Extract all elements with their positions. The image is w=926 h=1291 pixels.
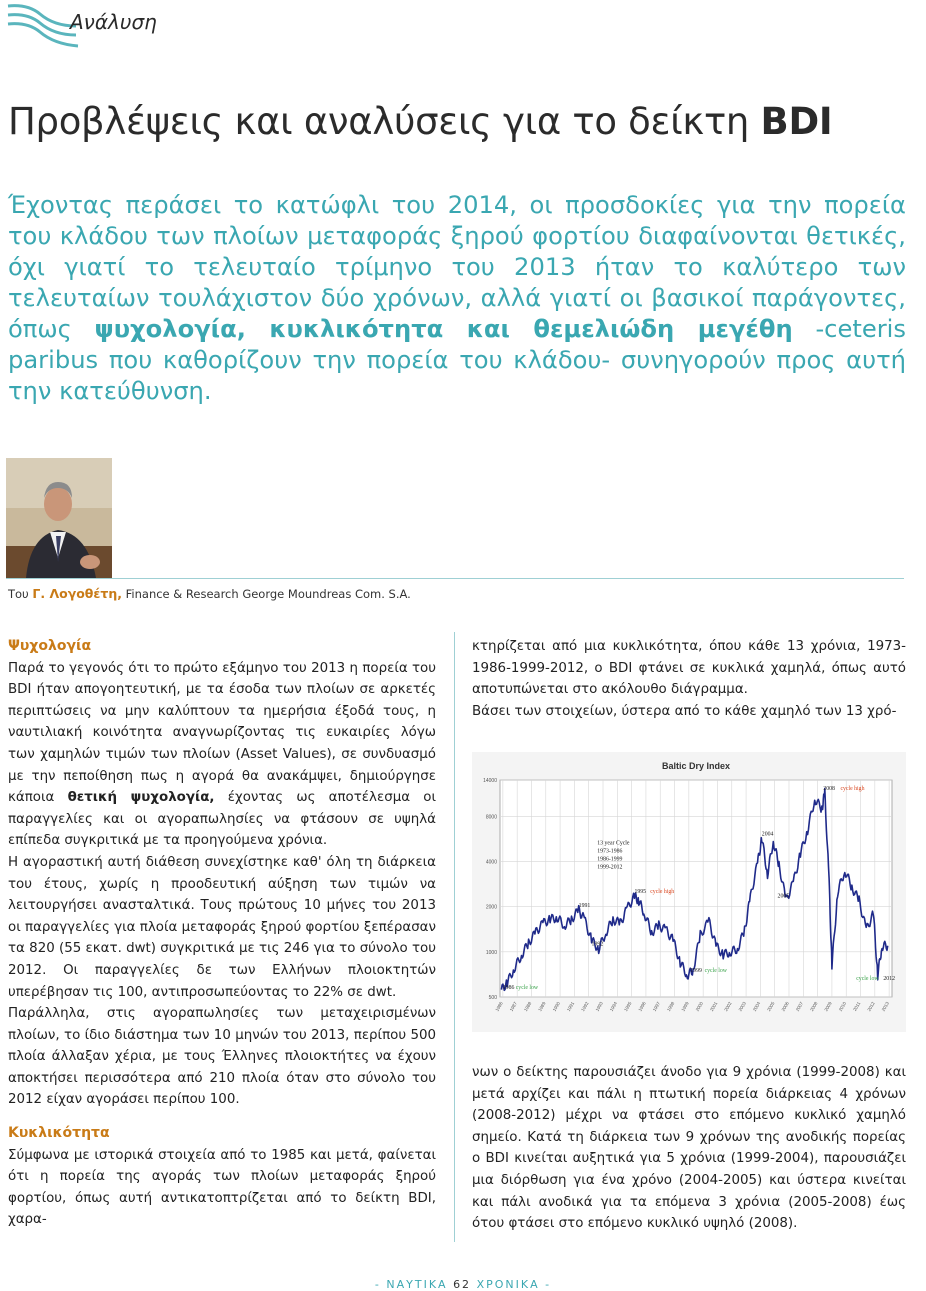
left-column	[8, 636, 436, 1231]
byline	[8, 586, 411, 601]
heading-psychology: Ψυχολογία	[8, 638, 92, 654]
x-tick-label: 2007	[794, 1001, 805, 1013]
cyclicality-paragraph-2: νων ο δείκτης παρουσιάζει άνοδο για 9 χρόνια (1999-2008) και μετά αρχίζει και πάλι η πτωτική πορεία διάρκειας 4 χρόνων (2008-2012) μέχρι να φτάσει στο επόμενο κυκλικό χαμηλό σημείο. Κατά τη διάρκεια των 9 χρόνων της ανοδικής πορείας ο BDI κινείται αυξητικά για 5 χρόνια (1999-2004), παρουσιάζει μια διόρθωση για ένα χρόνο (2004-2005) και ύστερα κινείται και πάλι ανοδικά για τα επόμενα 3 χρόνια (2005-2008) έως ότου φτάσει στο επόμενο κυκλικό υψηλό (2008).	[472, 1065, 906, 1232]
x-tick-label: 1992	[580, 1001, 590, 1013]
x-tick-label: 1988	[523, 1001, 533, 1013]
page-number: 62	[453, 1278, 472, 1291]
bdi-chart-svg	[472, 752, 906, 1032]
year-annotation: 1992	[591, 941, 604, 948]
year-annotation: 1999	[690, 968, 702, 975]
year-annotation: 2008	[823, 785, 835, 792]
chart-title: Baltic Dry Index	[661, 761, 731, 771]
column-divider	[454, 632, 455, 1242]
x-tick-label: 1986	[494, 1001, 504, 1013]
cycle-annotation: cycle high	[840, 785, 865, 792]
lead-part2: -ceteris paribus που καθορίζουν την πορεία του κλάδου- συνηγορούν προς αυτή την κατεύθυνση.	[8, 315, 906, 405]
author-role: Finance & Research George Moundreas Com. S.A.	[125, 587, 411, 601]
year-annotation: 2004	[761, 831, 774, 838]
x-tick-label: 2011	[852, 1001, 862, 1012]
x-tick-label: 1993	[594, 1001, 604, 1013]
lead-paragraph	[8, 190, 906, 407]
x-tick-label: 2013	[880, 1001, 891, 1013]
x-tick-label: 2004	[751, 1001, 762, 1013]
psychology-paragraph-3: Παράλληλα, στις αγοραπωλησίες των μεταχειρισμένων πλοίων, το ίδιο διάστημα των 10 μηνών του 2013, περίπου 500 πλοία άλλαξαν χέρια, με τους Έλληνες πλοιοκτήτες να έχουν αποκτήσει περισσότερα από 210 πλοία όταν στο σύνολο του 2012 είχαν αγοράσει περίπου 100.	[8, 1006, 436, 1108]
right-column-bottom	[472, 1062, 906, 1235]
cyclicality-paragraph-1: Σύμφωνα με ιστορικά στοιχεία από το 1985 και μετά, φαίνεται ότι η πορεία της αγοράς των πλοίων μεταφοράς ξηρού φορτίου, όπως αυτή αντικατοπτρίζεται από το δείκτη BDI, χαρα-	[8, 1147, 436, 1228]
cyclicality-paragraph-1-cont: κτηρίζεται από μια κυκλικότητα, όπου κάθε 13 χρόνια, 1973-1986-1999-2012, ο BDI φτάνει σε κυκλικά χαμηλά, όπως αυτό αποτυπώνεται στο ακόλουθο διάγραμμα.	[472, 639, 906, 698]
author-divider	[6, 578, 904, 579]
cycle-annotation: cycle high	[650, 889, 675, 896]
y-tick-label: 2000	[485, 904, 497, 911]
y-tick-label: 8000	[485, 814, 497, 821]
year-annotation: 1995	[634, 889, 647, 896]
year-annotation: 2012	[883, 975, 896, 982]
lead-part1: Έχοντας περάσει το κατώφλι του 2014, οι προσδοκίες για την πορεία του κλάδου των πλοίων μεταφοράς ξηρού φορτίου διαφαίνονται θετικές, όχι γιατί το τελευταίο τρίμηνο του 2013 ήταν το καλύτερο των τελευταίων τουλάχιστον δύο χρόνων, αλλά γιατί οι βασικοί παράγοντες, όπως	[8, 191, 906, 343]
x-tick-label: 2001	[708, 1001, 719, 1013]
x-tick-label: 1994	[608, 1001, 619, 1013]
cyclicality-paragraph-2-lead: Βάσει των στοιχείων, ύστερα από το κάθε χαμηλό των 13 χρό-	[472, 703, 897, 719]
x-tick-label: 1989	[537, 1001, 547, 1013]
psychology-paragraph-2: Η αγοραστική αυτή διάθεση συνεχίστηκε καθ' όλη τη διάρκεια του έτους, χωρίς η προοδευτική αύξηση των τιμών να λειτουργήσει ανασταλτικά. Τους πρώτους 10 μήνες του 2013 οι παραγγελίες για πλοία μεταφοράς ξηρού φορτίου ξεπέρασαν τα 820 (55 εκατ. dwt) συγκριτικά με τις 246 για το σύνολο του 2012. Οι παραγγελίες δε των Ελλήνων πλοιοκτητών υπερέβησαν τις 100, αντιπροσωπεύοντας το 22% σε dwt.	[8, 854, 436, 1000]
cycle-annotation: cycle low	[515, 984, 539, 991]
year-annotation: 2005	[777, 893, 790, 900]
page-title	[8, 100, 832, 143]
footer-right: ΧΡΟΝΙΚΑ -	[476, 1278, 552, 1291]
x-tick-label: 2006	[780, 1001, 790, 1013]
bdi-chart	[472, 752, 906, 1032]
section-label: Ανάλυση	[70, 10, 157, 34]
x-tick-label: 1999	[680, 1001, 690, 1013]
year-annotation: 1991	[578, 903, 591, 910]
x-tick-label: 1998	[666, 1001, 676, 1013]
cycle-annotation: cycle low	[856, 975, 879, 982]
footer-left: - ΝΑΥΤΙΚΑ	[374, 1278, 448, 1291]
plot-area	[500, 780, 892, 997]
x-tick-label: 2002	[723, 1001, 733, 1013]
x-tick-label: 1995	[623, 1001, 633, 1013]
byline-prefix: Του	[8, 587, 29, 601]
section-tag	[6, 2, 206, 50]
x-tick-label: 2012	[866, 1001, 876, 1013]
author-name: Γ. Λογοθέτη,	[32, 586, 122, 601]
psychology-p1-bold: θετική ψυχολογία,	[67, 790, 215, 806]
heading-cyclicality: Κυκλικότητα	[8, 1125, 110, 1142]
year-annotation: 1986	[502, 984, 515, 991]
page-footer	[0, 1278, 926, 1291]
right-column-top	[472, 636, 906, 744]
y-tick-label: 1000	[485, 949, 497, 956]
x-tick-label: 1990	[551, 1001, 561, 1013]
legend-line: 13 year Cycle	[597, 840, 630, 847]
x-tick-label: 2000	[694, 1001, 705, 1013]
title-emphasis: BDI	[760, 100, 833, 143]
x-tick-label: 1987	[508, 1001, 519, 1013]
x-tick-label: 2009	[823, 1001, 833, 1013]
cycle-annotation: cycle low	[704, 968, 727, 975]
author-photo	[6, 458, 112, 578]
lead-strong: ψυχολογία, κυκλικότητα και θεμελιώδη μεγέθη	[94, 315, 793, 343]
psychology-p1-a: Παρά το γεγονός ότι το πρώτο εξάμηνο του 2013 η πορεία του BDI ήταν απογοητευτική, με τα έσοδα των πλοίων σε αρκετές περιπτώσεις να μην καλύπτουν τα ημερήσια έξοδά τους, η ναυτιλιακή κοινότητα αναγνωρίζοντας τις ευκαιρίες λόγω των χαμηλών τιμών των πλοίων (Asset Values), σε συνδυασμό με την πεποίθηση πως η αγορά θα ανακάμψει, δημιούργησε κάποια	[8, 660, 436, 806]
title-main: Προβλέψεις και αναλύσεις για το δείκτη	[8, 100, 750, 143]
legend-line: 1973-1986	[597, 848, 623, 855]
y-tick-label: 500	[488, 995, 497, 1001]
x-tick-label: 2003	[737, 1001, 747, 1013]
x-tick-label: 2005	[766, 1001, 776, 1013]
y-tick-label: 14000	[483, 778, 497, 784]
psychology-paragraph-1	[8, 658, 436, 852]
legend-line: 1986-1999	[597, 856, 623, 863]
x-tick-label: 1996	[637, 1001, 647, 1013]
x-tick-label: 2008	[809, 1001, 819, 1013]
x-tick-label: 2010	[837, 1001, 848, 1013]
legend-line: 1999-2012	[597, 864, 623, 871]
y-tick-label: 4000	[485, 859, 497, 866]
x-tick-label: 1997	[651, 1001, 662, 1013]
x-tick-label: 1991	[565, 1001, 576, 1013]
psychology-p1-b: έχοντας ως αποτέλεσμα οι παραγγελίες και οι αγοραπωλησίες να φτάσουν σε υψηλά επίπεδα συγκριτικά με τα προηγούμενα χρόνια.	[8, 790, 436, 849]
